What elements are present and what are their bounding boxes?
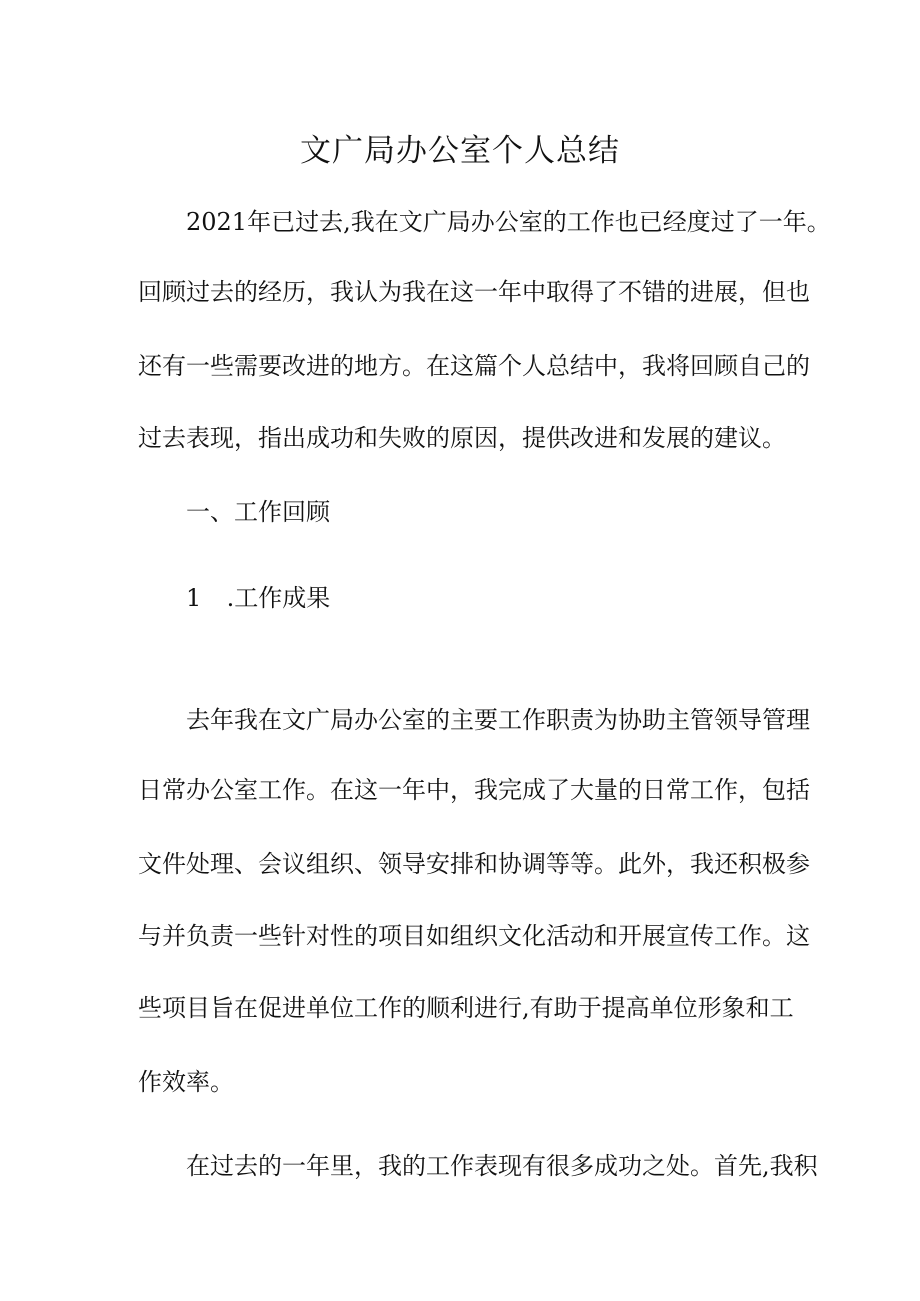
subsection-title: .工作成果 xyxy=(226,584,331,612)
paragraph1-line-5: 些项目旨在促进单位工作的顺利进行,有助于提高单位形象和工 xyxy=(138,994,794,1022)
paragraph1-line-6: 作效率。 xyxy=(138,1068,234,1096)
paragraph1-line-3: 文件处理、会议组织、领导安排和协调等等。此外，我还积极参 xyxy=(138,850,810,878)
paragraph1-line-4: 与并负责一些针对性的项目如组织文化活动和开展宣传工作。这 xyxy=(138,922,810,950)
paragraph1-line-1: 去年我在文广局办公室的主要工作职责为协助主管领导管理 xyxy=(186,706,810,734)
subsection-heading xyxy=(186,580,330,616)
paragraph2-line-1: 在过去的一年里，我的工作表现有很多成功之处。首先,我积 xyxy=(186,1152,818,1180)
intro-line-3: 还有一些需要改进的地方。在这篇个人总结中，我将回顾自己的 xyxy=(138,352,810,380)
section-heading: 一、工作回顾 xyxy=(186,498,330,526)
document-title: 文广局办公室个人总结 xyxy=(300,133,620,169)
intro-line-1: 2021年已过去,我在文广局办公室的工作也已经度过了一年。 xyxy=(186,208,831,236)
subsection-number: 1 xyxy=(186,584,202,612)
intro-line-2: 回顾过去的经历，我认为我在这一年中取得了不错的进展，但也 xyxy=(138,278,810,306)
intro-line-4: 过去表现，指出成功和失败的原因，提供改进和发展的建议。 xyxy=(138,424,786,452)
paragraph1-line-2: 日常办公室工作。在这一年中，我完成了大量的日常工作，包括 xyxy=(138,776,810,804)
